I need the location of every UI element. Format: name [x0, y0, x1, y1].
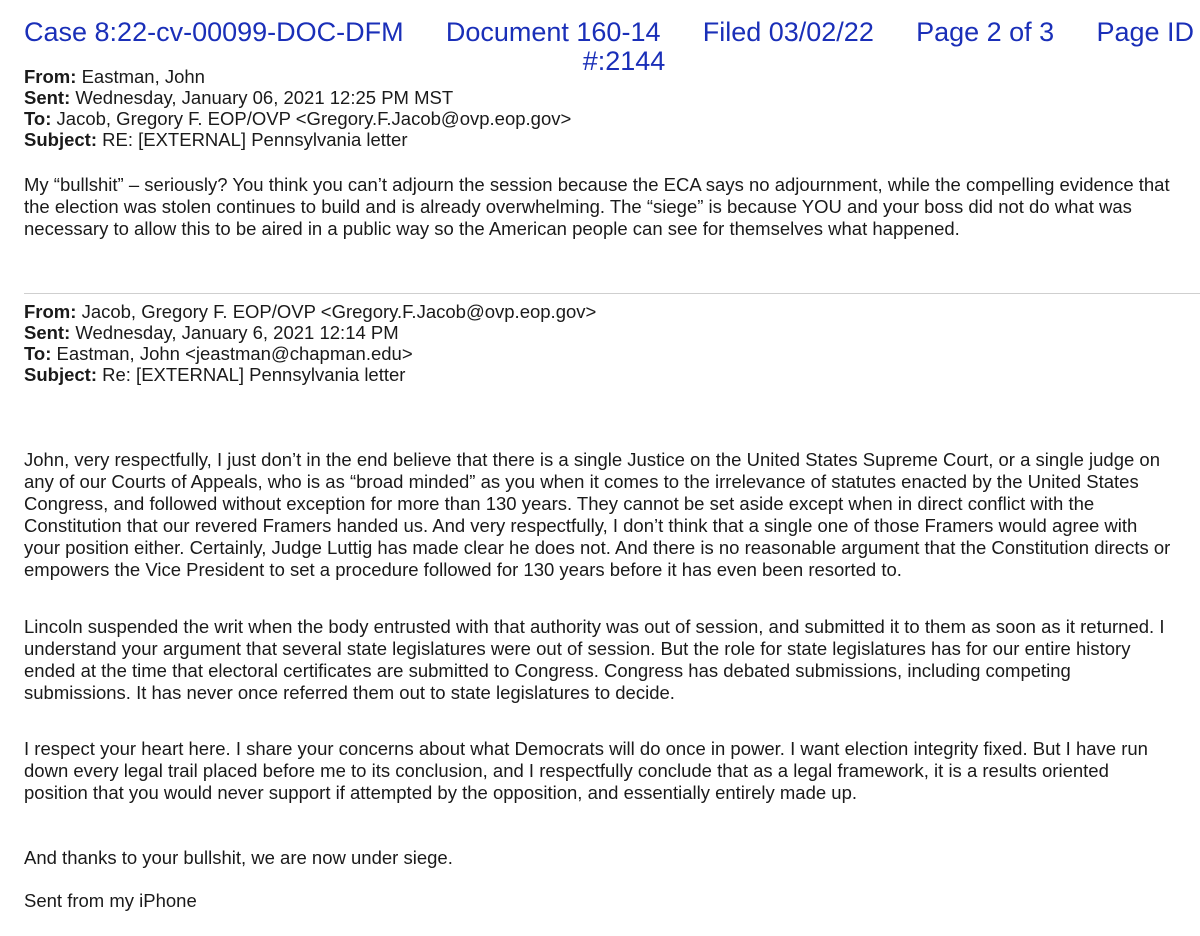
document-number: Document 160-14: [445, 17, 661, 47]
subject-label: Subject:: [24, 364, 97, 385]
email2-subject: Re: [EXTERNAL] Pennsylvania letter: [102, 364, 406, 385]
email1-to: Jacob, Gregory F. EOP/OVP <Gregory.F.Jacob@ovp.eop.gov>: [56, 108, 572, 129]
sent-label: Sent:: [24, 322, 71, 343]
email2-subject-row: [24, 364, 596, 385]
email-divider: [24, 293, 1200, 294]
subject-label: Subject:: [24, 129, 97, 150]
to-label: To:: [24, 343, 52, 364]
email1-from: Eastman, John: [81, 66, 205, 87]
court-filing-header-line: [24, 18, 1194, 47]
case-number: Case 8:22-cv-00099-DOC-DFM: [24, 17, 404, 47]
email2-signature: Sent from my iPhone: [24, 890, 197, 911]
email2-paragraph: John, very respectfully, I just don’t in the end believe that there is a single Justice on the United States Supreme Court, or a single judge on any of our Courts of Appeals, who is as “broad minded” as you when it comes to the irrelevance of statutes enacted by the United States Congress, and followed without exception for more than 130 years. They cannot be set aside except when in direct conflict with the Constitution that our revered Framers handed us. And very respectfully, I don’t think that a single one of those Framers would agree with your position either. Certainly, Judge Luttig has made clear he does not. And there is no reasonable argument that the Constitution directs or empowers the Vice President to set a procedure followed for 130 years before it has even been resorted to.: [24, 449, 1171, 580]
email1-sent: Wednesday, January 06, 2021 12:25 PM MST: [75, 87, 454, 108]
email1-subject-row: [24, 129, 571, 150]
sent-label: Sent:: [24, 87, 71, 108]
page-number: Page 2 of 3: [916, 17, 1055, 47]
from-label: From:: [24, 301, 77, 322]
email2-to-row: [24, 343, 596, 364]
email1-sent-row: [24, 87, 571, 108]
from-label: From:: [24, 66, 77, 87]
email2-from: Jacob, Gregory F. EOP/OVP <Gregory.F.Jacob@ovp.eop.gov>: [81, 301, 597, 322]
email2-to: Eastman, John <jeastman@chapman.edu>: [56, 343, 413, 364]
email2-paragraph: I respect your heart here. I share your concerns about what Democrats will do once in power. I want election integrity fixed. But I have run down every legal trail placed before me to its conclusion, and I respectfully conclude that as a legal framework, it is a results oriented position that you would never support if attempted by the opposition, and essentially entirely made up.: [24, 738, 1148, 803]
email1-body: My “bullshit” – seriously? You think you can’t adjourn the session because the ECA says no adjournment, while the compelling evidence that the election was stolen continues to build and is already overwhelming. The “siege” is because YOU and your boss did not do what was necessary to allow this to be aired in a public way so the American people can see for themselves what happened.: [24, 174, 1170, 239]
page-id-number: #:2144: [582, 46, 666, 76]
to-label: To:: [24, 108, 52, 129]
email2-sent: Wednesday, January 6, 2021 12:14 PM: [75, 322, 399, 343]
email2-paragraph: And thanks to your bullshit, we are now under siege.: [24, 847, 453, 868]
page-id-label: Page ID: [1096, 17, 1194, 47]
email2-header: [24, 301, 596, 385]
email1-to-row: [24, 108, 571, 129]
email2-from-row: [24, 301, 596, 322]
email2-sent-row: [24, 322, 596, 343]
email1-from-row: [24, 66, 571, 87]
filed-date: Filed 03/02/22: [702, 17, 874, 47]
email1-subject: RE: [EXTERNAL] Pennsylvania letter: [102, 129, 408, 150]
email2-paragraph: Lincoln suspended the writ when the body entrusted with that authority was out of session, and submitted it to them as soon as it returned. I understand your argument that several state legislatures were out of session. But the role for state legislatures has for our entire history ended at the time that electoral certificates are submitted to Congress. Congress has debated submissions, including competing submissions. It has never once referred them out to state legislatures to decide.: [24, 616, 1165, 703]
email1-header: [24, 66, 571, 150]
